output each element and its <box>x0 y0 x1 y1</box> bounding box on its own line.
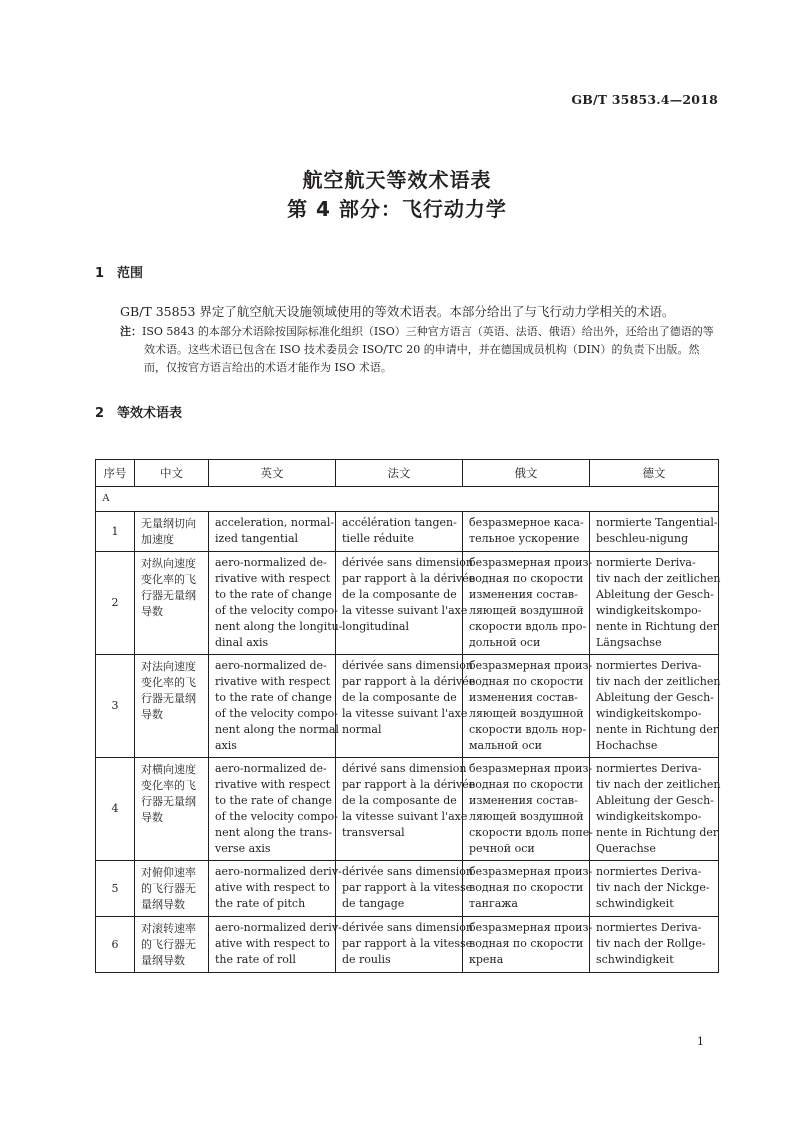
cell-chinese <box>135 917 209 973</box>
note-label: 注： <box>120 325 142 338</box>
section-title: 范围 <box>117 266 144 281</box>
cell-english <box>209 512 336 552</box>
cell-line: the rate of roll <box>215 953 296 966</box>
section-heading-terms <box>95 402 182 421</box>
cell-line: 变化率的飞 <box>141 779 196 792</box>
cell-index: 3 <box>96 655 135 758</box>
cell-line: ative with respect to <box>215 937 330 950</box>
cell-french <box>336 917 473 973</box>
cell-line: rivative with respect <box>215 572 331 585</box>
cell-index: 4 <box>96 758 135 861</box>
scope-paragraph: GB/T 35853 界定了航空航天设施领域使用的等效术语表。本部分给出了与飞行动力学相关的术语。 <box>120 304 675 319</box>
cell-line: la vitesse suivant l'axe <box>342 604 468 617</box>
cell-line: тангажа <box>469 897 518 910</box>
column-header-german: 德文 <box>590 460 719 487</box>
cell-line: безразмерная произ- <box>469 762 593 775</box>
cell-line: безразмерная произ- <box>469 556 593 569</box>
cell-english <box>209 758 336 861</box>
cell-line: aero-normalized de- <box>215 762 327 775</box>
cell-line: 导数 <box>141 708 163 721</box>
cell-line: Hochachse <box>596 739 658 752</box>
cell-line: la vitesse suivant l'axe <box>342 707 468 720</box>
cell-chinese <box>135 512 209 552</box>
cell-line: 对法向速度 <box>141 660 196 673</box>
cell-line: windigkeitskompo- <box>596 810 702 823</box>
cell-line: de tangage <box>342 897 405 910</box>
cell-french <box>336 758 476 861</box>
cell-russian <box>463 512 590 552</box>
group-row <box>96 487 719 512</box>
cell-english <box>209 552 343 655</box>
cell-line: de la composante de <box>342 691 457 704</box>
table-row <box>96 512 719 552</box>
cell-line: accélération tangen- <box>342 516 457 529</box>
cell-line: normiertes Deriva- <box>596 762 702 775</box>
note-line: 注：ISO 5843 的本部分术语除按国际标准化组织（ISO）三种官方语言（英语、法语、俄语）给出外，还给出了德语的等 <box>120 325 714 338</box>
cell-line: beschleu-nigung <box>596 532 689 545</box>
cell-line: 变化率的飞 <box>141 573 196 586</box>
cell-line: Ableitung der Gesch- <box>596 588 714 601</box>
cell-line: de la composante de <box>342 794 457 807</box>
cell-english <box>209 655 339 758</box>
section-heading-scope <box>95 262 143 281</box>
cell-line: водная по скорости <box>469 675 584 688</box>
cell-line: of the velocity compo- <box>215 810 338 823</box>
cell-russian <box>463 655 593 758</box>
cell-russian <box>463 758 593 861</box>
cell-line: 行器无量纲 <box>141 589 196 602</box>
cell-line: verse axis <box>215 842 271 855</box>
cell-line: крена <box>469 953 504 966</box>
cell-line: мальной оси <box>469 739 542 752</box>
cell-line: безразмерная произ- <box>469 865 593 878</box>
cell-line: tielle réduite <box>342 532 414 545</box>
cell-line: nent along the longitu- <box>215 620 343 633</box>
cell-german <box>590 861 719 917</box>
cell-line: acceleration, normal- <box>215 516 335 529</box>
cell-line: normierte Tangential- <box>596 516 718 529</box>
cell-index: 5 <box>96 861 135 917</box>
scope-note <box>120 323 720 377</box>
cell-line: 行器无量纲 <box>141 692 196 705</box>
cell-line: to the rate of change <box>215 691 332 704</box>
cell-line: dérivé sans dimension <box>342 762 467 775</box>
cell-line: tiv nach der Nickge- <box>596 881 710 894</box>
cell-line: 的飞行器无 <box>141 938 196 951</box>
cell-line: водная по скорости <box>469 778 584 791</box>
cell-line: aero-normalized deriv- <box>215 921 342 934</box>
cell-chinese <box>135 552 209 655</box>
cell-index: 6 <box>96 917 135 973</box>
cell-line: изменения состав- <box>469 691 578 704</box>
cell-line: la vitesse suivant l'axe <box>342 810 468 823</box>
cell-line: безразмерная произ- <box>469 921 593 934</box>
cell-line: normal <box>342 723 382 736</box>
cell-line: rivative with respect <box>215 778 331 791</box>
cell-russian <box>463 861 593 917</box>
table-row <box>96 917 719 973</box>
cell-line: ative with respect to <box>215 881 330 894</box>
cell-line: изменения состав- <box>469 794 578 807</box>
table-row <box>96 861 719 917</box>
cell-line: ляющей воздушной <box>469 810 584 823</box>
table-row <box>96 758 719 861</box>
cell-line: schwindigkeit <box>596 953 674 966</box>
cell-line: водная по скорости <box>469 881 584 894</box>
column-header-french: 法文 <box>336 460 463 487</box>
cell-line: nent along the normal <box>215 723 339 736</box>
cell-russian <box>463 917 593 973</box>
cell-german <box>590 655 719 758</box>
cell-line: 加速度 <box>141 533 174 546</box>
cell-english <box>209 917 342 973</box>
cell-line: 对纵向速度 <box>141 557 196 570</box>
cell-line: водная по скорости <box>469 937 584 950</box>
cell-line: dinal axis <box>215 636 269 649</box>
cell-line: 对横向速度 <box>141 763 196 776</box>
cell-line: 对俯仰速率 <box>141 866 196 879</box>
cell-line: to the rate of change <box>215 588 332 601</box>
cell-line: 行器无量纲 <box>141 795 196 808</box>
cell-line: de roulis <box>342 953 391 966</box>
cell-line: nente in Richtung der <box>596 826 719 839</box>
cell-line: скорости вдоль попе- <box>469 826 593 839</box>
cell-line: dérivée sans dimension <box>342 865 473 878</box>
cell-line: nente in Richtung der <box>596 723 719 736</box>
table-row <box>96 655 719 758</box>
page-number: 1 <box>697 1035 704 1048</box>
cell-line: aero-normalized deriv- <box>215 865 342 878</box>
cell-line: речной оси <box>469 842 535 855</box>
cell-line: ляющей воздушной <box>469 604 584 617</box>
cell-line: 量纲导数 <box>141 898 185 911</box>
cell-french <box>336 861 473 917</box>
cell-line: schwindigkeit <box>596 897 674 910</box>
cell-line: nente in Richtung der <box>596 620 719 633</box>
cell-line: par rapport à la dérivée <box>342 778 476 791</box>
cell-french <box>336 655 476 758</box>
cell-line: par rapport à la vitesse <box>342 937 473 950</box>
cell-line: 无量纲切向 <box>141 517 196 530</box>
group-letter: A <box>96 487 719 512</box>
cell-line: Querachse <box>596 842 656 855</box>
column-header-chinese: 中文 <box>135 460 209 487</box>
column-header-english: 英文 <box>209 460 336 487</box>
table-row <box>96 552 719 655</box>
cell-chinese <box>135 758 209 861</box>
cell-line: dérivée sans dimension <box>342 659 473 672</box>
cell-line: nent along the trans- <box>215 826 333 839</box>
cell-line: windigkeitskompo- <box>596 604 702 617</box>
cell-line: tiv nach der zeitlichen <box>596 675 721 688</box>
cell-line: transversal <box>342 826 405 839</box>
cell-line: dérivée sans dimension <box>342 921 473 934</box>
cell-line: водная по скорости <box>469 572 584 585</box>
cell-line: par rapport à la dérivée <box>342 572 476 585</box>
cell-line: скорости вдоль нор- <box>469 723 587 736</box>
cell-line: 导数 <box>141 605 163 618</box>
section-number: 2 <box>95 406 105 421</box>
cell-line: дольной оси <box>469 636 541 649</box>
cell-line: tiv nach der zeitlichen <box>596 778 721 791</box>
cell-line: longitudinal <box>342 620 410 633</box>
cell-line: of the velocity compo- <box>215 707 338 720</box>
cell-line: normiertes Deriva- <box>596 865 702 878</box>
cell-line: par rapport à la dérivée <box>342 675 476 688</box>
cell-line: aero-normalized de- <box>215 659 327 672</box>
cell-english <box>209 861 342 917</box>
cell-line: of the velocity compo- <box>215 604 338 617</box>
cell-line: tiv nach der Rollge- <box>596 937 706 950</box>
cell-line: безразмерная произ- <box>469 659 593 672</box>
cell-line: rivative with respect <box>215 675 331 688</box>
document-title: 航空航天等效术语表 <box>302 168 492 192</box>
cell-line: скорости вдоль про- <box>469 620 587 633</box>
cell-german <box>590 512 719 552</box>
note-line: 效术语。这些术语已包含在 ISO 技术委员会 ISO/TC 20 的申请中，并在德国成员机构（DIN）的负责下出版。然 <box>144 343 700 356</box>
cell-chinese <box>135 861 209 917</box>
cell-line: 量纲导数 <box>141 954 185 967</box>
cell-line: 导数 <box>141 811 163 824</box>
cell-line: to the rate of change <box>215 794 332 807</box>
cell-french <box>336 512 463 552</box>
cell-line: 对滚转速率 <box>141 922 196 935</box>
cell-line: axis <box>215 739 237 752</box>
cell-line: ляющей воздушной <box>469 707 584 720</box>
cell-chinese <box>135 655 209 758</box>
section-title: 等效术语表 <box>117 406 183 421</box>
cell-index: 2 <box>96 552 135 655</box>
cell-line: de la composante de <box>342 588 457 601</box>
column-header-russian: 俄文 <box>463 460 590 487</box>
document-subtitle: 第 4 部分：飞行动力学 <box>287 197 507 221</box>
cell-russian <box>463 552 593 655</box>
cell-line: тельное ускорение <box>469 532 580 545</box>
standard-code: GB/T 35853.4—2018 <box>571 92 718 107</box>
cell-french <box>336 552 476 655</box>
cell-line: ized tangential <box>215 532 299 545</box>
cell-line: изменения состав- <box>469 588 578 601</box>
cell-line: безразмерное каса- <box>469 516 584 529</box>
cell-index: 1 <box>96 512 135 552</box>
cell-line: tiv nach der zeitlichen <box>596 572 721 585</box>
note-line: 而，仅按官方语言给出的术语才能作为 ISO 术语。 <box>144 361 392 374</box>
terms-table <box>95 459 719 973</box>
cell-line: the rate of pitch <box>215 897 306 910</box>
cell-line: Ableitung der Gesch- <box>596 794 714 807</box>
cell-line: par rapport à la vitesse <box>342 881 473 894</box>
cell-line: normiertes Deriva- <box>596 921 702 934</box>
cell-line: 的飞行器无 <box>141 882 196 895</box>
cell-german <box>590 552 719 655</box>
cell-line: 变化率的飞 <box>141 676 196 689</box>
cell-line: aero-normalized de- <box>215 556 327 569</box>
cell-german <box>590 917 719 973</box>
cell-line: Ableitung der Gesch- <box>596 691 714 704</box>
table-header-row <box>96 460 719 487</box>
cell-line: Längsachse <box>596 636 662 649</box>
cell-line: dérivée sans dimension <box>342 556 473 569</box>
cell-line: normiertes Deriva- <box>596 659 702 672</box>
cell-german <box>590 758 719 861</box>
cell-line: windigkeitskompo- <box>596 707 702 720</box>
section-number: 1 <box>95 266 105 281</box>
cell-line: normierte Deriva- <box>596 556 696 569</box>
column-header-index: 序号 <box>96 460 135 487</box>
